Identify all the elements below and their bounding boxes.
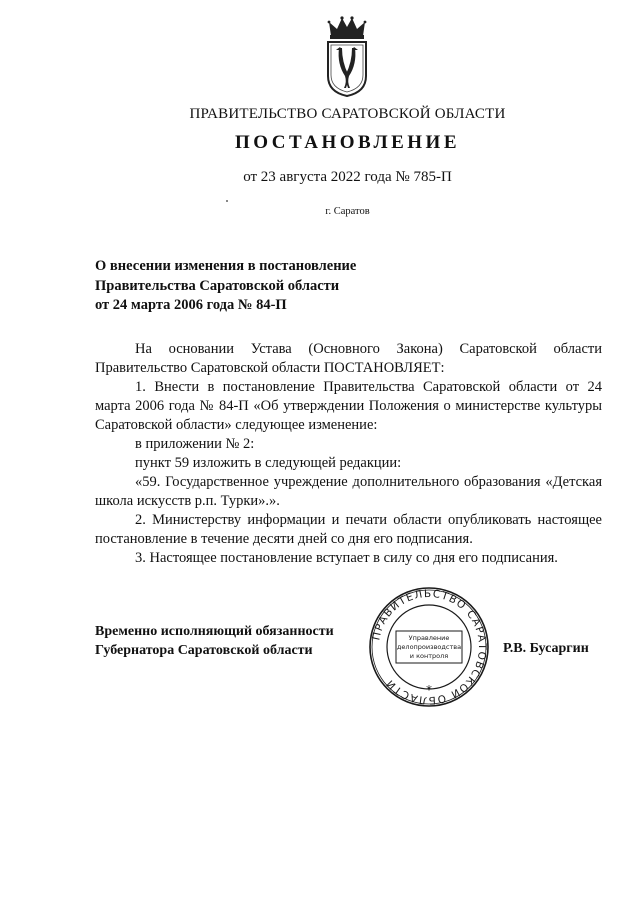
signer-name: Р.В. Бусаргин [503,641,589,656]
document-type-title: ПОСТАНОВЛЕНИЕ [234,132,461,153]
body-paragraph: пункт 59 изложить в следующей редакции: [135,455,402,471]
stamp-outer-textpath: ПРАВИТЕЛЬСТВО САРАТОВСКОЙ ОБЛАСТИ [370,587,489,707]
body-paragraph: 2. Министерству информации и печати области опубликовать настоящее постановление в течение десяти дней со дня его подписания. [95,512,602,547]
document-city: г. Саратов [325,206,370,217]
stamp-star-icon: * [426,683,432,697]
coat-of-arms-emblem [318,14,376,98]
subject-line: от 24 марта 2006 года № 84-П [95,297,287,313]
scan-speck [226,200,228,202]
official-stamp [368,586,490,708]
body-paragraph: 1. Внести в постановление Правительства Саратовской области от 24 марта 2006 года № 84-П «Об утверждении Положения о министерстве культуры Саратовской области» следующее изменение: [95,379,602,433]
signatory-position-line: Временно исполняющий обязанности [95,624,334,639]
subject-line: Правительства Саратовской области [95,277,340,294]
subject-line: О внесении изменения в постановление [95,258,357,274]
organization-name: ПРАВИТЕЛЬСТВО САРАТОВСКОЙ ОБЛАСТИ [189,106,506,122]
body-paragraph: На основании Устава (Основного Закона) Саратовской области Правительство Саратовской области ПОСТАНОВЛЯЕТ: [95,341,602,376]
signatory-position-line: Губернатора Саратовской области [95,643,313,658]
body-paragraph: в приложении № 2: [135,436,255,452]
stamp-inner-line: делопроизводства [396,643,462,651]
stamp-inner-line: и контроля [409,652,449,660]
document-body [95,340,602,568]
stamp-inner-line: Управление [408,634,450,642]
document-date-number: от 23 августа 2022 года № 785-П [243,169,452,185]
body-paragraph: «59. Государственное учреждение дополнительного образования «Детская школа искусств р.п. Турки».». [95,474,602,509]
document-subject [95,257,415,316]
body-paragraph: 3. Настоящее постановление вступает в силу со дня его подписания. [135,550,558,566]
signatory-position [95,622,375,660]
